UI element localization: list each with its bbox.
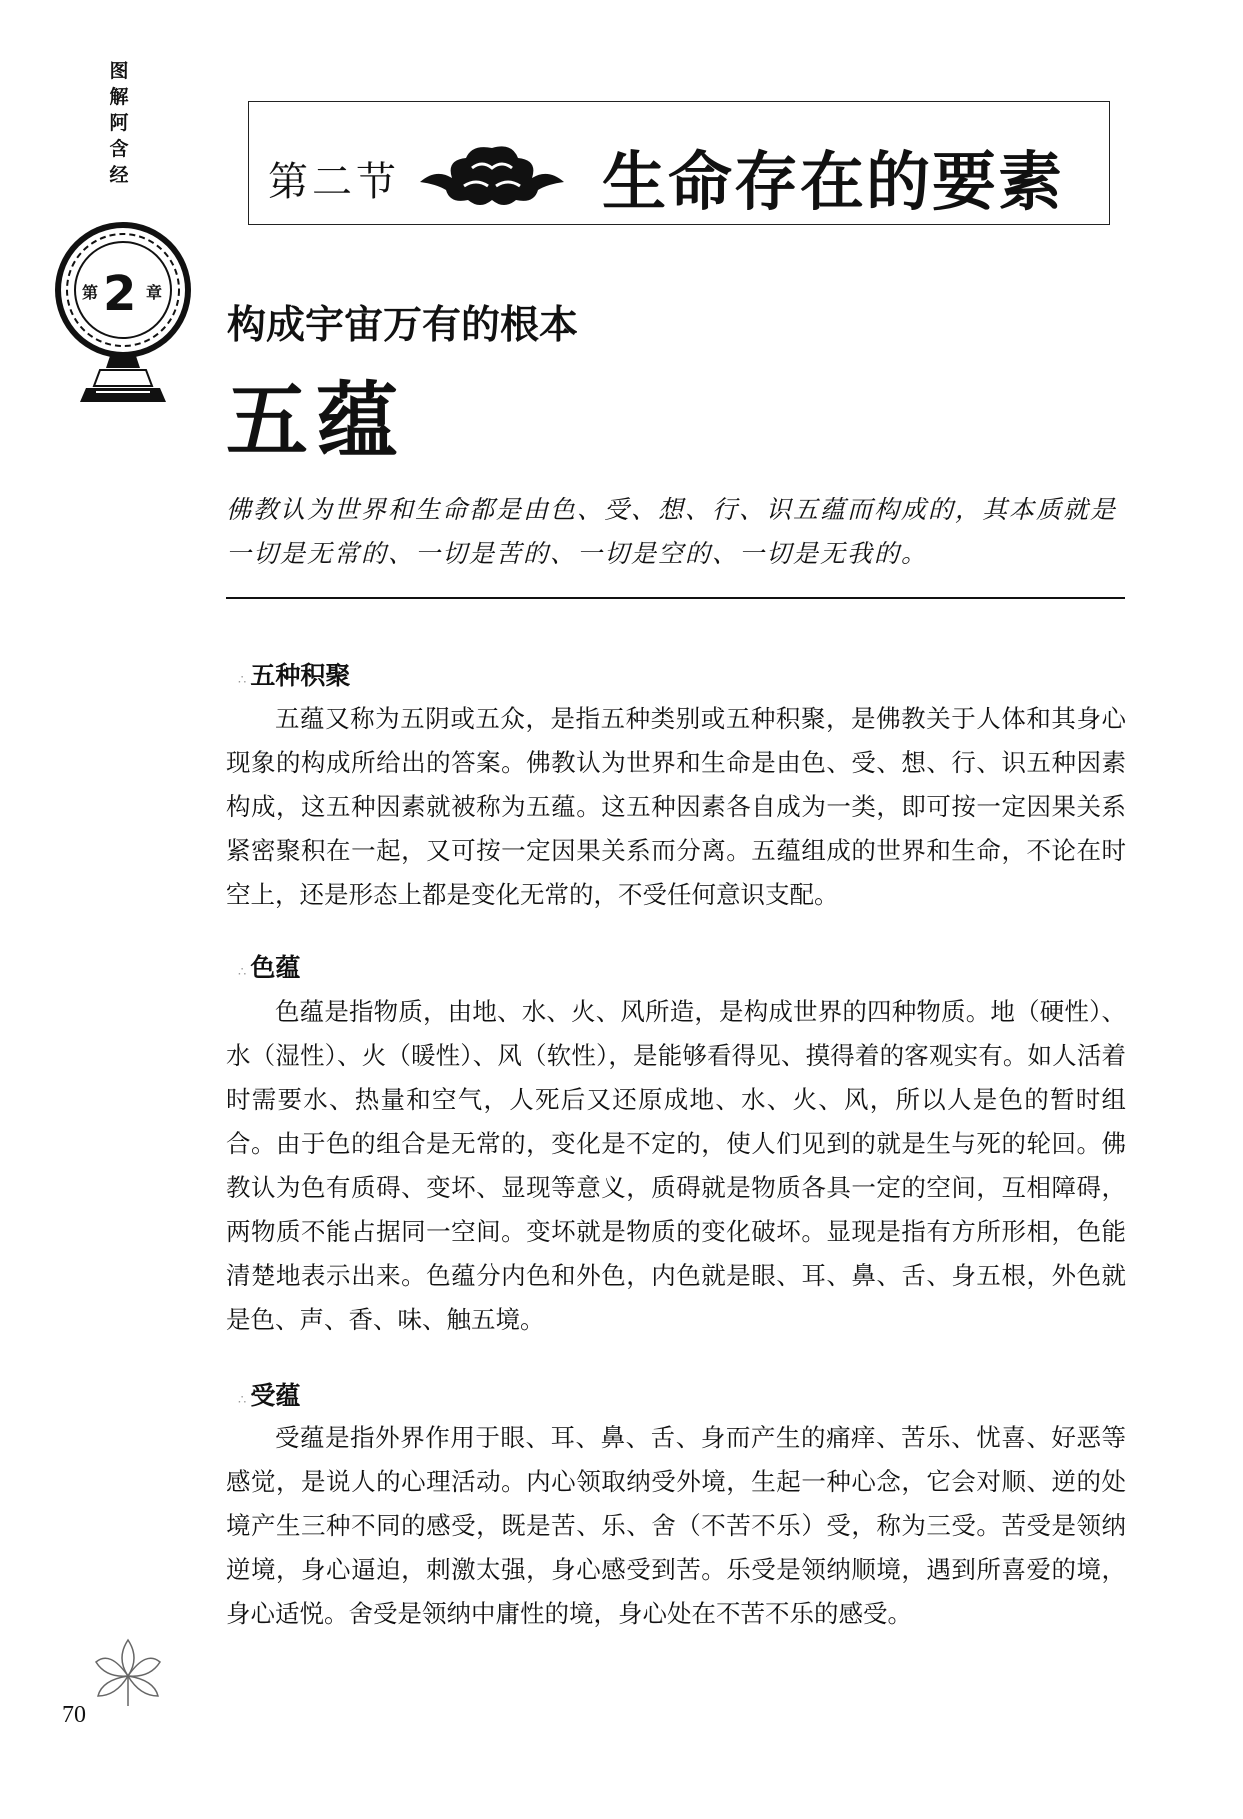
section-paragraph (226, 990, 1126, 1342)
badge-prefix: 第 (82, 283, 99, 302)
sub-heading: 构成宇宙万有的根本 (227, 302, 579, 348)
section-title: 生命存在的要素 (602, 146, 1064, 220)
paragraph-text: 色蕴是指物质，由地、水、火、风所造，是构成世界的四种物质。地（硬性）、水（湿性）、火（暖性）、风（软性），是能够看得见、摸得着的客观实有。如人活着时需要水、热量和空气，人死后又还原成地、水、火、风，所以人是色的暂时组合。由于色的组合是无常的，变化是不定的，使人们见到的就是生与死的轮回。佛教认为色有质碍、变坏、显现等意义，质碍就是物质各具一定的空间，互相障碍，两物质不能占据同一空间。变坏就是物质的变化破坏。显现是指有方所形相，色能清楚地表示出来。色蕴分内色和外色，内色就是眼、耳、鼻、舌、身五根，外色就是色、声、香、味、触五境。 (226, 997, 1126, 1334)
section-heading: 色蕴 (250, 953, 301, 982)
divider (226, 597, 1125, 599)
page-number: 70 (62, 1702, 86, 1728)
section-heading: 受蕴 (250, 1381, 301, 1410)
section-heading-row (238, 1376, 300, 1412)
section-label: 第二节 (268, 159, 400, 205)
cloud-ornament-icon (416, 138, 568, 210)
book-title-char: 图 (109, 60, 129, 82)
paragraph-text: 五蕴又称为五阴或五众，是指五种类别或五种积聚，是佛教关于人体和其身心现象的构成所给出的答案。佛教认为世界和生命是由色、受、想、行、识五种因素构成，这五种因素就被称为五蕴。这五种因素各自成为一类，即可按一定因果关系紧密聚积在一起，又可按一定因果关系而分离。五蕴组成的世界和生命，不论在时空上，还是形态上都是变化无常的，不受任何意识支配。 (226, 704, 1126, 909)
section-paragraph (226, 697, 1126, 917)
badge-number: 2 (103, 266, 137, 322)
chapter-badge (48, 218, 198, 418)
badge-suffix: 章 (146, 283, 163, 302)
intro-paragraph: 佛教认为世界和生命都是由色、受、想、行、识五蕴而构成的，其本质就是一切是无常的、一切是苦的、一切是空的、一切是无我的。 (226, 495, 1118, 568)
heading-dots: ∴ (238, 1393, 251, 1408)
book-title-char: 经 (109, 164, 129, 186)
book-title-vertical (104, 58, 134, 188)
section-heading-row (238, 656, 350, 692)
heading-dots: ∴ (238, 673, 251, 688)
section-paragraph (226, 1416, 1126, 1636)
main-heading: 五蕴 (226, 373, 407, 469)
paragraph-text: 受蕴是指外界作用于眼、耳、鼻、舌、身而产生的痛痒、苦乐、忧喜、好恶等感觉，是说人的心理活动。内心领取纳受外境，生起一种心念，它会对顺、逆的处境产生三种不同的感受，既是苦、乐、舍（不苦不乐）受，称为三受。苦受是领纳逆境，身心逼迫，刺激太强，身心感受到苦。乐受是领纳顺境，遇到所喜爱的境，身心适悦。舍受是领纳中庸性的境，身心处在不苦不乐的感受。 (226, 1423, 1126, 1628)
section-heading-row (238, 948, 300, 984)
book-title-char: 含 (109, 138, 129, 160)
heading-dots: ∴ (238, 965, 251, 980)
book-title-char: 解 (109, 86, 129, 108)
section-heading: 五种积聚 (250, 661, 351, 690)
book-title-char: 阿 (109, 112, 129, 134)
lotus-ornament-icon (88, 1630, 168, 1710)
